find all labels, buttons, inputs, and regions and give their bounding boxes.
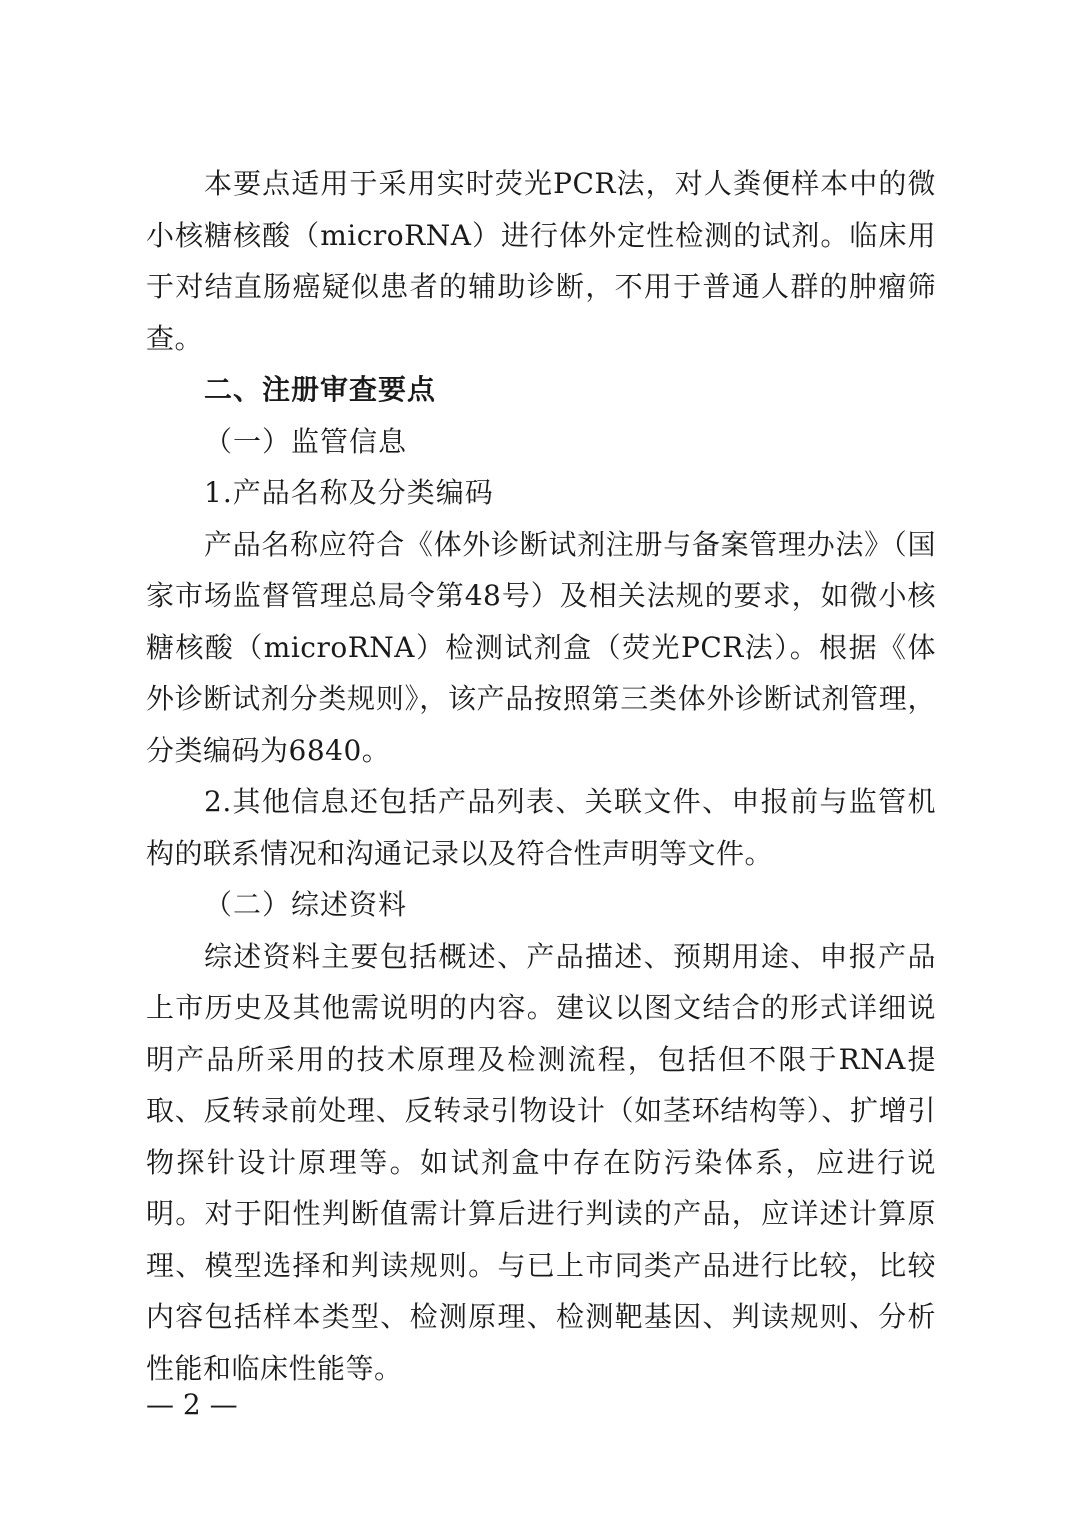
paragraph-scope: 本要点适用于采用实时荧光PCR法，对人粪便样本中的微小核糖核酸（microRNA）进行体外定性检测的试剂。临床用于对结直肠癌疑似患者的辅助诊断，不用于普通人群的肿瘤筛查。 xyxy=(146,167,936,355)
item-heading-product-name: 1.产品名称及分类编码 xyxy=(204,476,494,509)
paragraph-product-name: 产品名称应符合《体外诊断试剂注册与备案管理办法》（国家市场监督管理总局令第48号）及相关法规的要求，如微小核糖核酸（microRNA）检测试剂盒（荧光PCR法）。根据《体外诊断试剂分类规则》，该产品按照第三类体外诊断试剂管理，分类编码为6840。 xyxy=(146,527,936,767)
subsection-heading-regulatory: （一）监管信息 xyxy=(204,424,408,458)
subsection-heading-summary: （二）综述资料 xyxy=(204,888,408,921)
paragraph-other-info: 2.其他信息还包括产品列表、关联文件、申报前与监管机构的联系情况和沟通记录以及符合性声明等文件。 xyxy=(146,785,936,870)
document-body xyxy=(146,158,936,1394)
page-number: — 2 — xyxy=(146,1388,238,1421)
paragraph-summary: 综述资料主要包括概述、产品描述、预期用途、申报产品上市历史及其他需说明的内容。建议以图文结合的形式详细说明产品所采用的技术原理及检测流程，包括但不限于RNA提取、反转录前处理、反转录引物设计（如茎环结构等）、扩增引物探针设计原理等。如试剂盒中存在防污染体系，应进行说明。对于阳性判断值需计算后进行判读的产品，应详述计算原理、模型选择和判读规则。与已上市同类产品进行比较，比较内容包括样本类型、检测原理、检测靶基因、判读规则、分析性能和临床性能等。 xyxy=(146,939,936,1385)
section-heading: 二、注册审查要点 xyxy=(204,373,437,406)
